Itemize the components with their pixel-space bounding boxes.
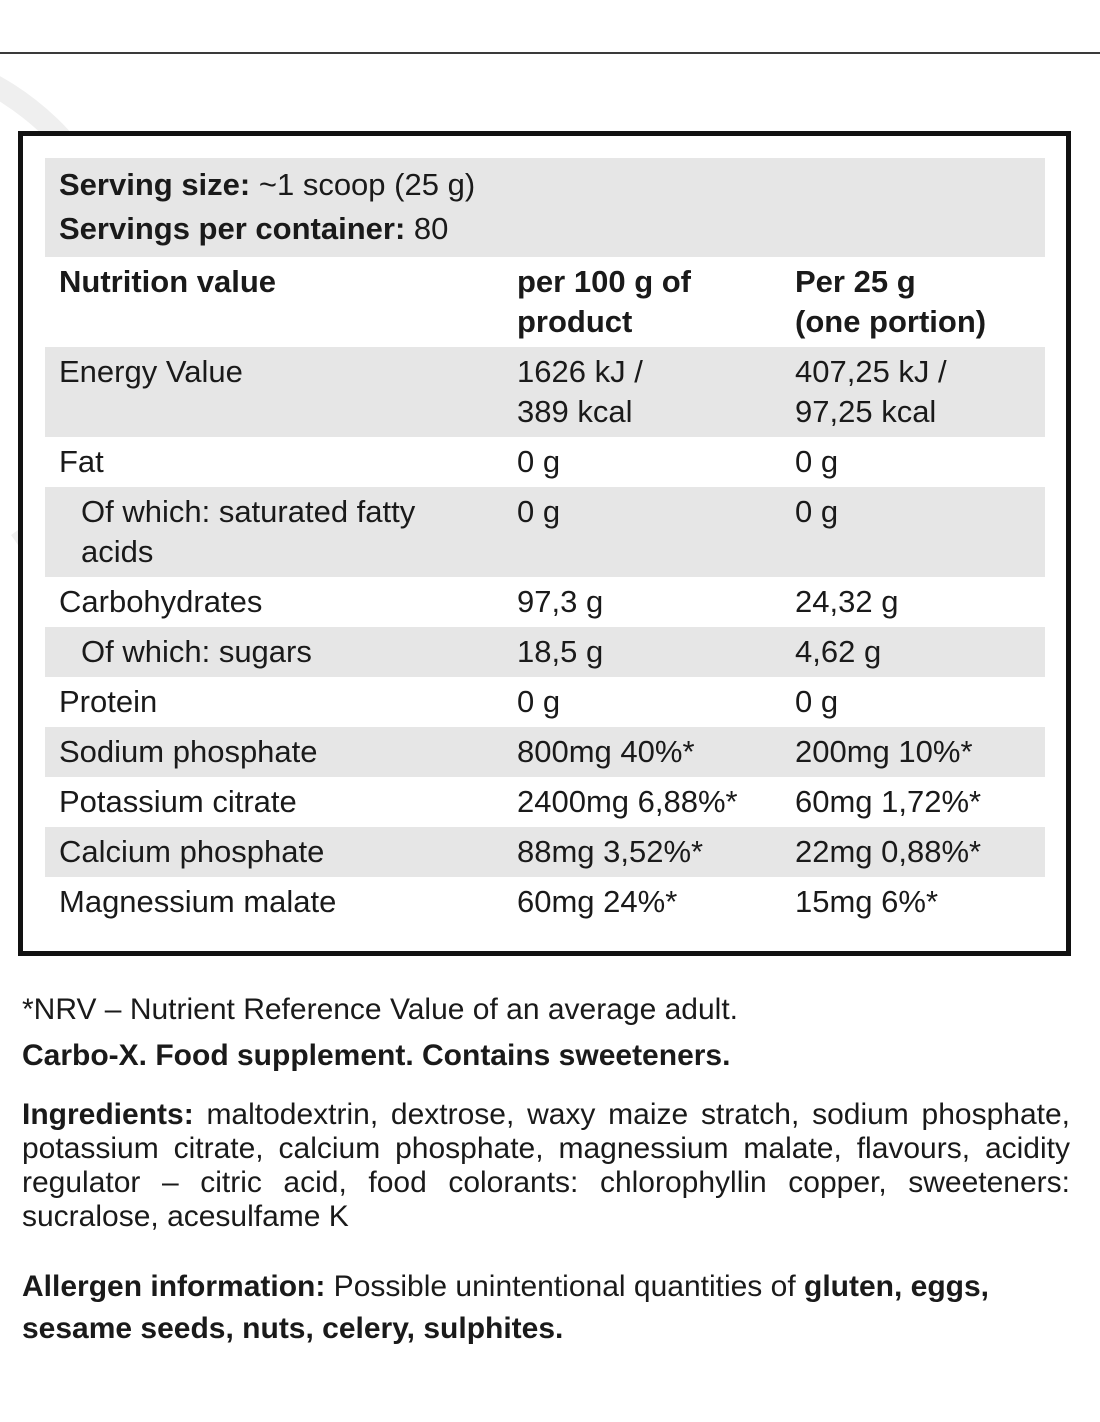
row-label: Sodium phosphate (59, 734, 318, 769)
ingredients-text: maltodextrin, dextrose, waxy maize stratch, sodium phosphate, potassium citrate, calcium phosphate, magnessium malate, flavours, acidity regulator – citric acid, food colorants: chlorophyllin copper, sweeteners: sucralose, acesulfame K (22, 1098, 1070, 1233)
row-label (59, 487, 517, 577)
energy-per-25g-kcal: 97,25 kcal (795, 394, 937, 429)
header-per-25g-line1: Per 25 g (795, 264, 916, 299)
row-per-100g: 0 g (517, 444, 561, 479)
header-per-100g-line2: product (517, 304, 633, 339)
nutrition-facts-panel (18, 131, 1071, 956)
saturated-fat-label-line2: acids (81, 534, 154, 569)
saturated-fat-label-line1: Of which: saturated fatty (81, 494, 416, 529)
ingredients-label: Ingredients: (22, 1098, 194, 1131)
label-notes (22, 988, 1070, 1350)
row-per-25g: 0 g (795, 494, 839, 529)
row-per-100g: 97,3 g (517, 584, 604, 619)
servings-per-container-label: Servings per container: (59, 211, 406, 246)
table-row-calcium-phosphate (45, 827, 1045, 877)
row-per-100g: 0 g (517, 684, 561, 719)
table-row-sugars (45, 627, 1045, 677)
header-per-25g-line2: (one portion) (795, 304, 987, 339)
top-divider (0, 52, 1100, 54)
row-label: Of which: sugars (81, 634, 312, 669)
row-label: Magnessium malate (59, 884, 337, 919)
ingredients-paragraph (22, 1098, 1070, 1234)
header-nutrition-value: Nutrition value (59, 264, 277, 299)
allergen-label: Allergen information: (22, 1270, 326, 1303)
table-row-energy (45, 347, 1045, 437)
row-label: Potassium citrate (59, 784, 297, 819)
serving-info (45, 158, 1045, 257)
nrv-footnote: *NRV – Nutrient Reference Value of an average adult. (22, 993, 738, 1026)
table-row-potassium-citrate (45, 777, 1045, 827)
table-row-magnesium-malate (45, 877, 1045, 927)
header-per-25g (795, 257, 1031, 347)
table-header-row (45, 257, 1045, 347)
row-per-25g: 22mg 0,88%* (795, 834, 982, 869)
row-per-25g: 15mg 6%* (795, 884, 939, 919)
row-label: Energy Value (59, 354, 243, 389)
product-claim: Carbo-X. Food supplement. Contains sweeteners. (22, 1039, 731, 1072)
row-label: Calcium phosphate (59, 834, 325, 869)
row-per-25g: 60mg 1,72%* (795, 784, 982, 819)
row-per-25g: 0 g (795, 444, 839, 479)
table-row-fat (45, 437, 1045, 487)
energy-per-100g-kj: 1626 kJ / (517, 354, 643, 389)
table-row-carbohydrates (45, 577, 1045, 627)
serving-size-label: Serving size: (59, 167, 251, 202)
row-per-100g: 60mg 24%* (517, 884, 678, 919)
table-row-saturated-fat (45, 487, 1045, 577)
energy-per-25g-kj: 407,25 kJ / (795, 354, 947, 389)
row-per-25g: 0 g (795, 684, 839, 719)
row-per-100g (517, 347, 795, 437)
row-per-100g: 2400mg 6,88%* (517, 784, 738, 819)
row-per-25g: 200mg 10%* (795, 734, 973, 769)
nutrition-table (45, 158, 1045, 927)
header-per-100g-line1: per 100 g of (517, 264, 691, 299)
allergen-list: gluten, eggs, sesame seeds, nuts, celery, sulphites. (22, 1270, 990, 1345)
row-per-25g (795, 347, 1031, 437)
header-per-100g (517, 257, 795, 347)
row-per-25g: 24,32 g (795, 584, 899, 619)
row-per-100g: 18,5 g (517, 634, 604, 669)
table-row-protein (45, 677, 1045, 727)
row-per-100g: 88mg 3,52%* (517, 834, 704, 869)
row-label: Fat (59, 444, 104, 479)
allergen-paragraph (22, 1266, 1070, 1350)
allergen-text: Possible unintentional quantities of (325, 1270, 804, 1303)
serving-size-value: ~1 scoop (25 g) (250, 167, 476, 202)
row-label: Carbohydrates (59, 584, 263, 619)
servings-per-container-value: 80 (405, 211, 449, 246)
row-per-100g: 800mg 40%* (517, 734, 695, 769)
row-label: Protein (59, 684, 158, 719)
energy-per-100g-kcal: 389 kcal (517, 394, 633, 429)
servings-per-container (59, 207, 1031, 251)
serving-size (59, 163, 1031, 207)
table-row-sodium-phosphate (45, 727, 1045, 777)
row-per-100g: 0 g (517, 494, 561, 529)
row-per-25g: 4,62 g (795, 634, 882, 669)
